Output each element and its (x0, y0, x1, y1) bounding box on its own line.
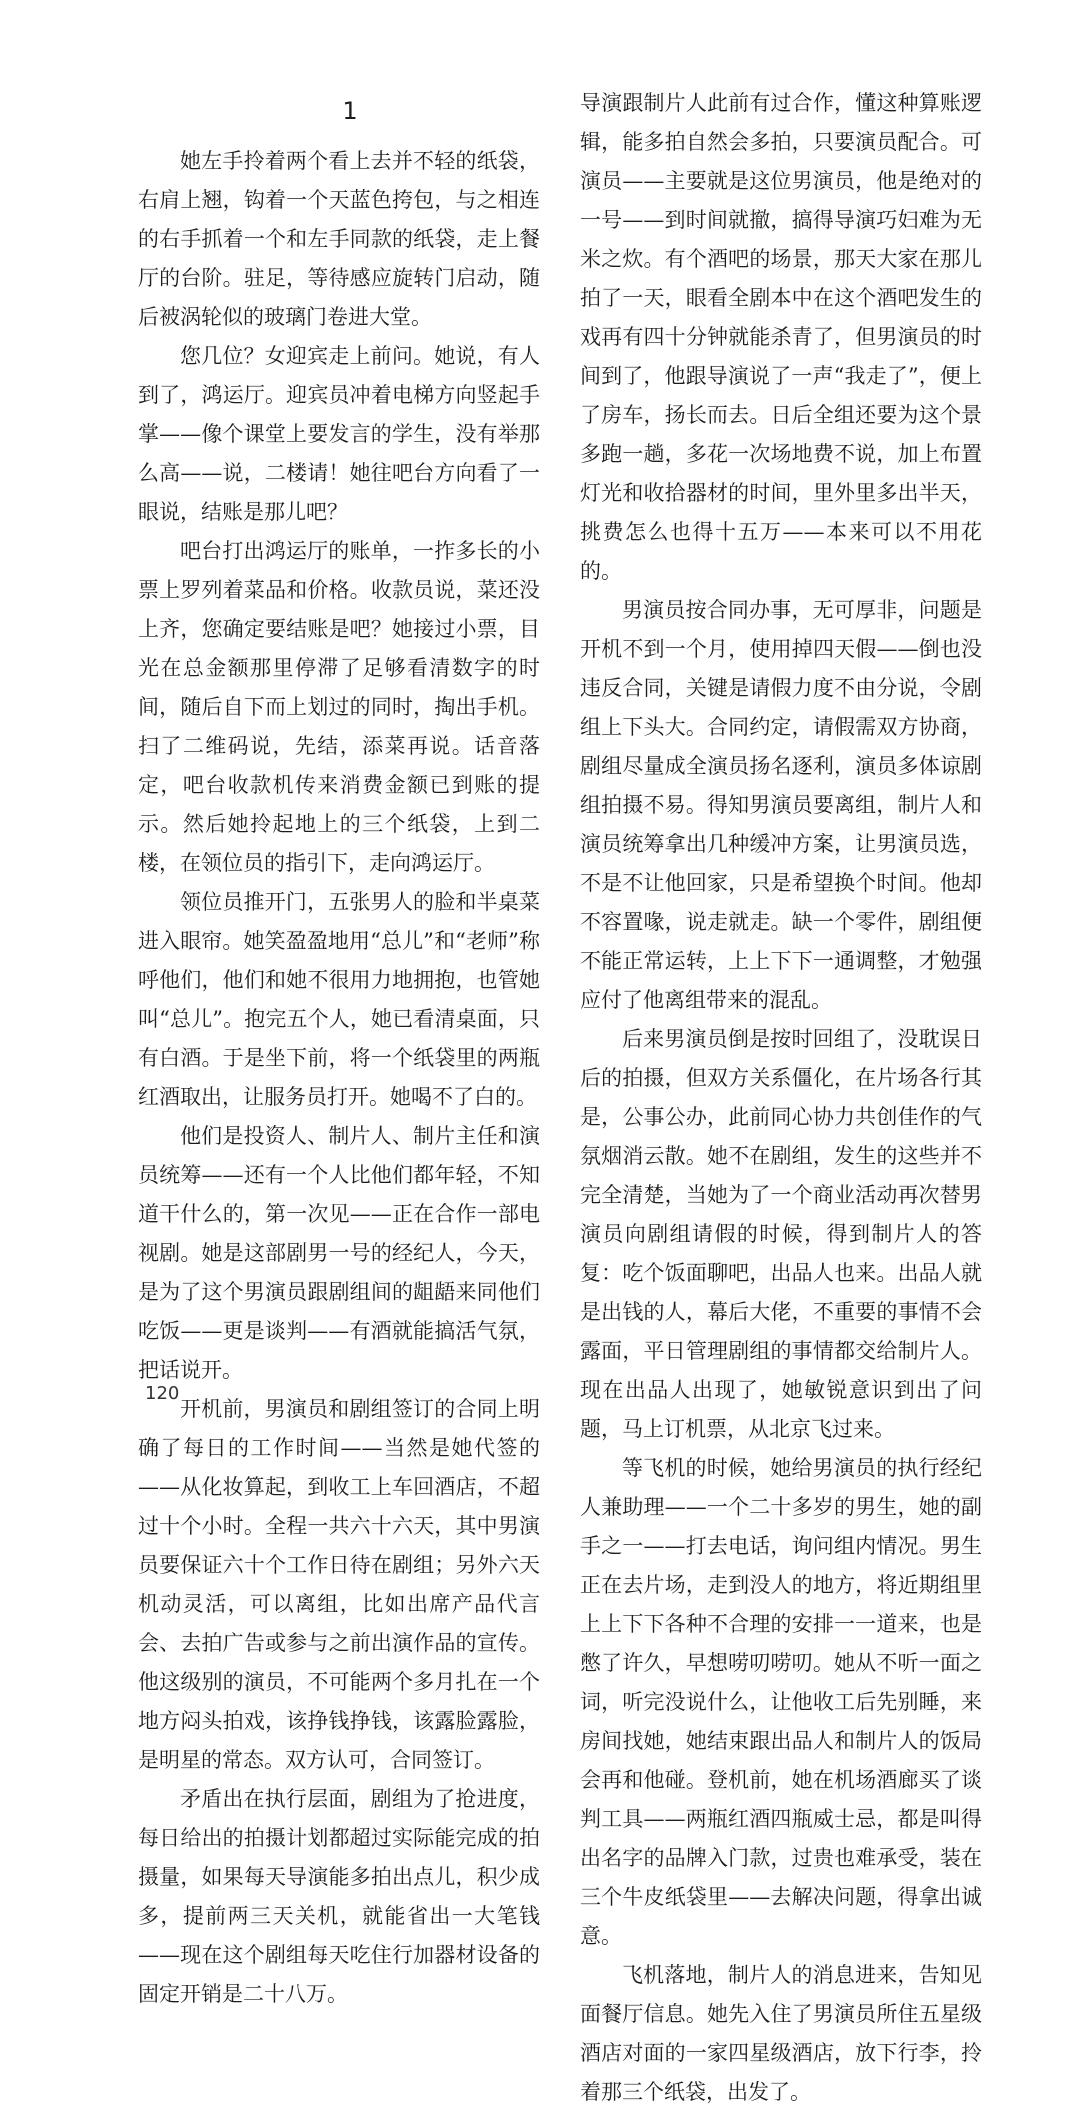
paragraph: 男演员按合同办事，无可厚非，问题是开机不到一个月，使用掉四天假——倒也没违反合同，关键是请假力度不由分说，令剧组上下头大。合同约定，请假需双方协商，剧组尽量成全演员扬名逐利，演员多体谅剧组拍摄不易。得知男演员要离组，制片人和演员统筹拿出几种缓冲方案，让男演员选，不是不让他回家，只是希望换个时间。他却不容置喙，说走就走。缺一个零件，剧组便不能正常运转，上上下下一通调整，才勉强应付了他离组带来的混乱。 (580, 598, 982, 1012)
paragraph-continued: 导演跟制片人此前有过合作，懂这种算账逻辑，能多拍自然会多拍，只要演员配合。可演员——主要就是这位男演员，他是绝对的一号——到时间就撤，搞得导演巧妇难为无米之炊。有个酒吧的场景，那天大家在那儿拍了一天，眼看全剧本中在这个酒吧发生的戏再有四十分钟就能杀青了，但男演员的时间到了，他跟导演说了一声“我走了”，便上了房车，扬长而去。日后全组还要为这个景多跑一趟，多花一次场地费不说，加上布置灯光和收拾器材的时间，里外里多出半天，挑费怎么也得十五万——本来可以不用花的。 (580, 91, 982, 583)
right-column (580, 84, 982, 2112)
page-number: 120 (145, 1383, 180, 1404)
paragraph: 后来男演员倒是按时回组了，没耽误日后的拍摄，但双方关系僵化，在片场各行其是，公事公办，此前同心协力共创佳作的气氛烟消云散。她不在剧组，发生的这些并不完全清楚，当她为了一个商业活动再次替男演员向剧组请假的时候，得到制片人的答复：吃个饭面聊吧，出品人也来。出品人就是出钱的人，幕后大佬，不重要的事情不会露面，平日管理剧组的事情都交给制片人。现在出品人出现了，她敏锐意识到出了问题，马上订机票，从北京飞过来。 (580, 1027, 982, 1441)
paragraph: 她左手拎着两个看上去并不轻的纸袋，右肩上翘，钩着一个天蓝色挎包，与之相连的右手抓着一个和左手同款的纸袋，走上餐厅的台阶。驻足，等待感应旋转门启动，随后被涡轮似的玻璃门卷进大堂。 (138, 149, 540, 329)
paragraph: 吧台打出鸿运厅的账单，一拃多长的小票上罗列着菜品和价格。收款员说，菜还没上齐，您确定要结账是吧？她接过小票，目光在总金额那里停滞了足够看清数字的时间，随后自下而上划过的同时，掏出手机。扫了二维码说，先结，添菜再说。话音落定，吧台收款机传来消费金额已到账的提示。然后她拎起地上的三个纸袋，上到二楼，在领位员的指引下，走向鸿运厅。 (138, 539, 540, 875)
paragraph: 矛盾出在执行层面，剧组为了抢进度，每日给出的拍摄计划都超过实际能完成的拍摄量，如果每天导演能多拍出点儿，积少成多，提前两三天关机，就能省出一大笔钱——现在这个剧组每天吃住行加器材设备的固定开销是二十八万。 (138, 1787, 540, 2006)
paragraph: 开机前，男演员和剧组签订的合同上明确了每日的工作时间——当然是她代签的——从化妆算起，到收工上车回酒店，不超过十个小时。全程一共六十六天，其中男演员要保证六十个工作日待在剧组；另外六天机动灵活，可以离组，比如出席产品代言会、去拍广告或参与之前出演作品的宣传。他这级别的演员，不可能两个多月扎在一个地方闷头拍戏，该挣钱挣钱，该露脸露脸，是明星的常态。双方认可，合同签订。 (138, 1397, 540, 1772)
paragraph: 他们是投资人、制片人、制片主任和演员统筹——还有一个人比他们都年轻，不知道干什么的，第一次见——正在合作一部电视剧。她是这部剧男一号的经纪人，今天，是为了这个男演员跟剧组间的龃龉来同他们吃饭——更是谈判——有酒就能搞活气氛，把话说开。 (138, 1124, 540, 1382)
paragraph: 等飞机的时候，她给男演员的执行经纪人兼助理——一个二十多岁的男生，她的副手之一——打去电话，询问组内情况。男生正在去片场，走到没人的地方，将近期组里上上下下各种不合理的安排一一道来，也是憋了许久，早想唠叨唠叨。她从不听一面之词，听完没说什么，让他收工后先别睡，来房间找她，她结束跟出品人和制片人的饭局会再和他碰。登机前，她在机场酒廊买了谈判工具——两瓶红酒四瓶威士忌，都是叫得出名字的品牌入门款，过贵也难承受，装在三个牛皮纸袋里——去解决问题，得拿出诚意。 (580, 1456, 982, 1948)
chapter-number: 1 (342, 97, 358, 125)
paragraph: 您几位？女迎宾走上前问。她说，有人到了，鸿运厅。迎宾员冲着电梯方向竖起手掌——像个课堂上要发言的学生，没有举那么高——说，二楼请！她往吧台方向看了一眼说，结账是那儿吧？ (138, 344, 540, 524)
left-column (138, 142, 540, 2014)
paragraph: 飞机落地，制片人的消息进来，告知见面餐厅信息。她先入住了男演员所住五星级酒店对面的一家四星级酒店，放下行李，拎着那三个纸袋，出发了。 (580, 1963, 982, 2104)
paragraph: 领位员推开门，五张男人的脸和半桌菜进入眼帘。她笑盈盈地用“总儿”和“老师”称呼他们，他们和她不很用力地拥抱，也管她叫“总儿”。抱完五个人，她已看清桌面，只有白酒。于是坐下前，将一个纸袋里的两瓶红酒取出，让服务员打开。她喝不了白的。 (138, 890, 540, 1109)
